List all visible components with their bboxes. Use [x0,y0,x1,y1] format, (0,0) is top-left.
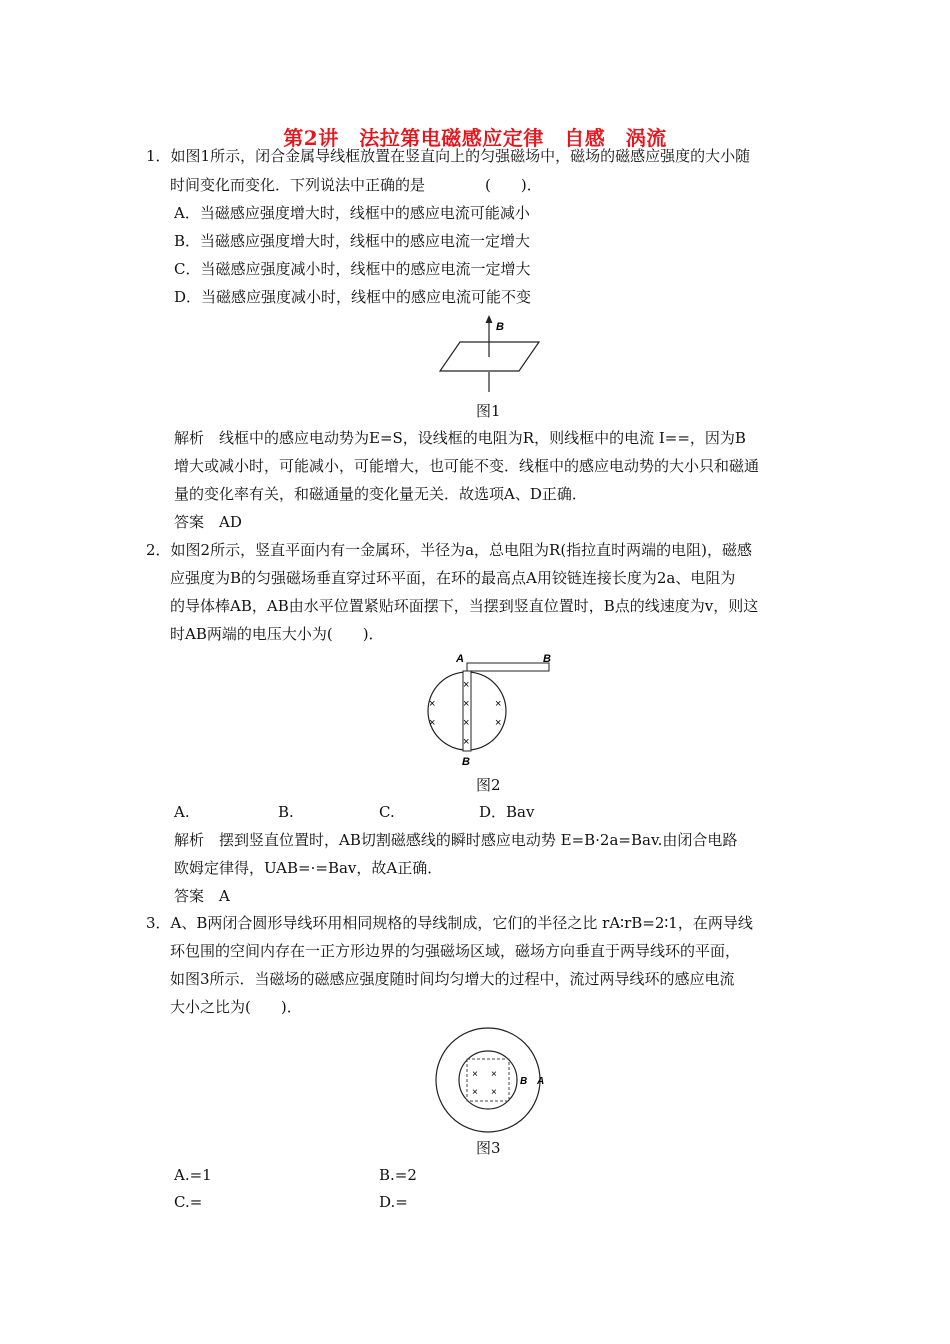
figure-3-label-b: B [520,1076,528,1087]
figure-2-diagram [420,650,560,770]
q3-stem-line-3: 如图3所示．当磁场的磁感应强度随时间均匀增大的过程中，流过两导线环的感应电流 [170,970,735,988]
q1-stem-line-2: 时间变化而变化．下列说法中正确的是 ( )． [170,176,542,194]
figure-3-cross-2: × [491,1069,497,1080]
figure-2-label-a: A [456,653,464,665]
figure-1-diagram [430,312,550,396]
figure-2-cross-rod-4: × [463,736,470,748]
q1-option-c: C．当磁感应强度减小时，线框中的感应电流一定增大 [174,260,531,278]
q3-stem-line-4: 大小之比为( )． [170,998,302,1016]
q2-stem-line-1: 2．如图2所示，竖直平面内有一金属环，半径为a，总电阻为R(指拉直时两端的电阻)，磁感 [146,541,753,559]
figure-1-arrow-head [486,315,493,323]
figure-2-rod-horizontal [467,663,549,671]
figure-2-cross-rod-3: × [463,717,470,729]
q2-option-a: A. [174,803,190,821]
q1-option-b: B．当磁感应强度增大时，线框中的感应电流一定增大 [174,232,531,250]
figure-2-cross-right-1: × [495,698,502,710]
q3-stem-line-1: 3．A、B两闭合圆形导线环用相同规格的导线制成，它们的半径之比 rA∶rB=2∶1，在两导线 [146,914,753,932]
q2-option-b: B. [278,803,294,821]
figure-3-label-a: A [537,1076,545,1087]
figure-1-label-b: B [496,321,504,333]
q2-analysis-line-2: 欧姆定律得，UAB=·=Bav，故A正确． [174,859,443,877]
q2-analysis-line-1: 解析 摆到竖直位置时，AB切割磁感线的瞬时感应电动势 E=B·2a=Bav.由闭合电路 [174,831,738,849]
q2-stem-line-3: 的导体棒AB，AB由水平位置紧贴环面摆下，当摆到竖直位置时，B点的线速度为v，则这 [170,597,759,615]
figure-2-caption: 图2 [476,776,501,794]
q1-stem-line-1: 1．如图1所示，闭合金属导线框放置在竖直向上的匀强磁场中，磁场的磁感应强度的大小随 [146,147,751,165]
q3-option-a: A.=1 [174,1166,212,1184]
figure-2-cross-left-1: × [429,698,436,710]
figure-2-label-b-bottom: B [462,756,470,768]
q1-answer: 答案 AD [174,513,242,531]
q3-option-c: C.= [174,1193,203,1211]
figure-3-diagram [428,1027,558,1137]
q2-answer: 答案 A [174,887,230,905]
figure-3-caption: 图3 [476,1139,501,1157]
q2-stem-line-2: 应强度为B的匀强磁场垂直穿过环平面，在环的最高点A用铰链连接长度为2a、电阻为 [170,569,736,587]
figure-3-cross-3: × [472,1087,478,1098]
q1-option-d: D．当磁感应强度减小时，线框中的感应电流可能不变 [174,288,532,306]
page-title: 第2讲 法拉第电磁感应定律 自感 涡流 [283,126,667,150]
figure-3-cross-1: × [472,1069,478,1080]
figure-2-cross-left-2: × [429,717,436,729]
q2-stem-line-4: 时AB两端的电压大小为( )． [170,625,384,643]
figure-1-caption: 图1 [476,402,501,420]
figure-2-cross-right-2: × [495,717,502,729]
q1-analysis-line-3: 量的变化率有关，和磁通量的变化量无关．故选项A、D正确． [174,485,587,503]
q3-option-d: D.= [379,1193,408,1211]
figure-2-cross-rod-1: × [463,679,470,691]
q1-analysis-line-1: 解析 线框中的感应电动势为E=S，设线框的电阻为R，则线框中的电流 I==，因为B [174,429,746,447]
figure-3-ring-b [459,1051,517,1109]
figure-3-cross-4: × [491,1087,497,1098]
q1-option-a: A．当磁感应强度增大时，线框中的感应电流可能减小 [174,204,530,222]
figure-2-cross-rod-2: × [463,698,470,710]
q1-analysis-line-2: 增大或减小时，可能减小，可能增大，也可能不变．线框中的感应电动势的大小只和磁通 [174,457,760,475]
figure-2-label-b-top: B [543,653,551,665]
q3-stem-line-2: 环包围的空间内存在一正方形边界的匀强磁场区域，磁场方向垂直于两导线环的平面， [170,942,741,960]
q3-option-b: B.=2 [379,1166,417,1184]
q2-option-d: D．Bav [479,803,535,821]
q2-option-c: C. [379,803,395,821]
